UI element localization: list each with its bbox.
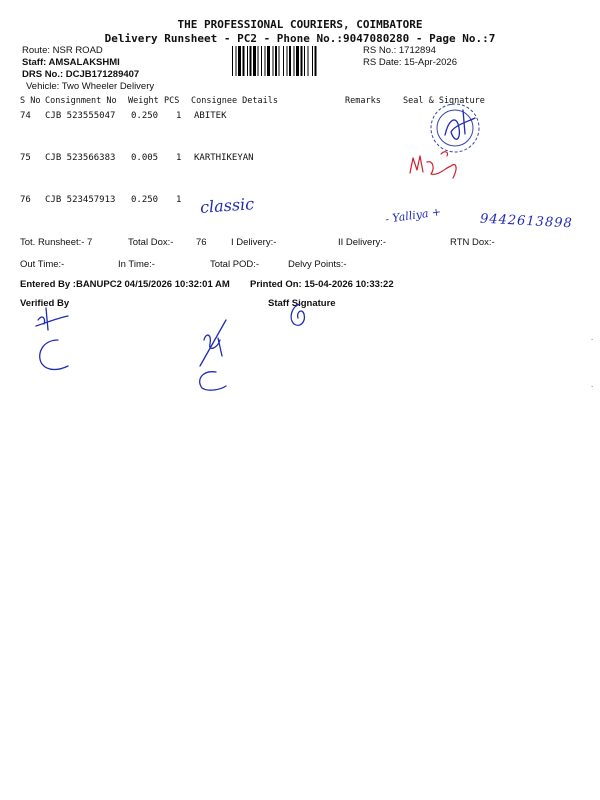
row-consignee: KARTHIKEYAN [194, 153, 254, 163]
row-consignment: CJB 523457913 [45, 195, 116, 205]
row-sno: 74 [20, 111, 31, 121]
company-title: THE PROFESSIONAL COURIERS, COIMBATORE [177, 18, 423, 31]
col-consignee: Consignee Details [191, 96, 278, 106]
route-label: Route: NSR ROAD [22, 45, 103, 56]
verified-by-label: Verified By [20, 298, 70, 309]
red-signature [405, 148, 465, 188]
row-consignment: CJB 523566383 [45, 153, 116, 163]
row-pcs: 1 [176, 153, 182, 163]
middle-signature [190, 318, 250, 393]
handwritten-phone: 9442613898 [479, 211, 574, 232]
i-delivery: I Delivery:- [231, 237, 277, 248]
col-remarks: Remarks [345, 96, 381, 106]
row-sno: 76 [20, 195, 31, 205]
col-weight: Weight [128, 96, 159, 106]
row-weight: 0.250 [131, 195, 159, 205]
verified-signature [28, 300, 88, 375]
tot-runsheet: Tot. Runsheet:- 7 [20, 237, 93, 248]
scan-mark: · [590, 336, 595, 344]
col-pcs: PCS [164, 96, 180, 106]
handwritten-name: - Yalliya + [384, 205, 442, 226]
col-seal-signature: Seal & Signature [403, 96, 485, 106]
row-weight: 0.005 [131, 153, 159, 163]
col-sno: S No [20, 96, 41, 106]
out-time: Out Time:- [20, 259, 65, 270]
staff-signature-label: Staff Signature [268, 298, 336, 309]
row-sno: 75 [20, 153, 31, 163]
row-weight: 0.250 [131, 111, 159, 121]
total-dox-value: 76 [196, 237, 207, 248]
drs-label: DRS No.: DCJB171289407 [22, 69, 140, 80]
runsheet-subtitle: Delivery Runsheet - PC2 - Phone No.:9047080280 - Page No.:7 [104, 32, 496, 45]
col-consignment: Consignment No [45, 96, 117, 106]
row-consignment: CJB 523555047 [45, 111, 116, 121]
rtn-dox: RTN Dox:- [450, 237, 495, 248]
staff-signature [284, 300, 314, 332]
rs-number: RS No.: 1712894 [363, 45, 436, 56]
total-dox-label: Total Dox:- [128, 237, 174, 248]
handwritten-classic: classic [199, 194, 255, 217]
rs-date: RS Date: 15-Apr-2026 [363, 57, 457, 68]
row-pcs: 1 [176, 195, 182, 205]
in-time: In Time:- [118, 259, 155, 270]
delvy-points: Delvy Points:- [288, 259, 347, 270]
entered-by: Entered By :BANUPC2 04/15/2026 10:32:01 AM [20, 279, 230, 290]
row-pcs: 1 [176, 111, 182, 121]
scan-mark: · [590, 383, 595, 391]
staff-label: Staff: AMSALAKSHMI [22, 57, 120, 68]
vehicle-label: Vehicle: Two Wheeler Delivery [26, 81, 155, 92]
barcode [232, 46, 358, 76]
total-pod: Total POD:- [210, 259, 260, 270]
ii-delivery: II Delivery:- [338, 237, 387, 248]
row-consignee: ABITEK [194, 111, 227, 121]
printed-on: Printed On: 15-04-2026 10:33:22 [250, 279, 394, 290]
